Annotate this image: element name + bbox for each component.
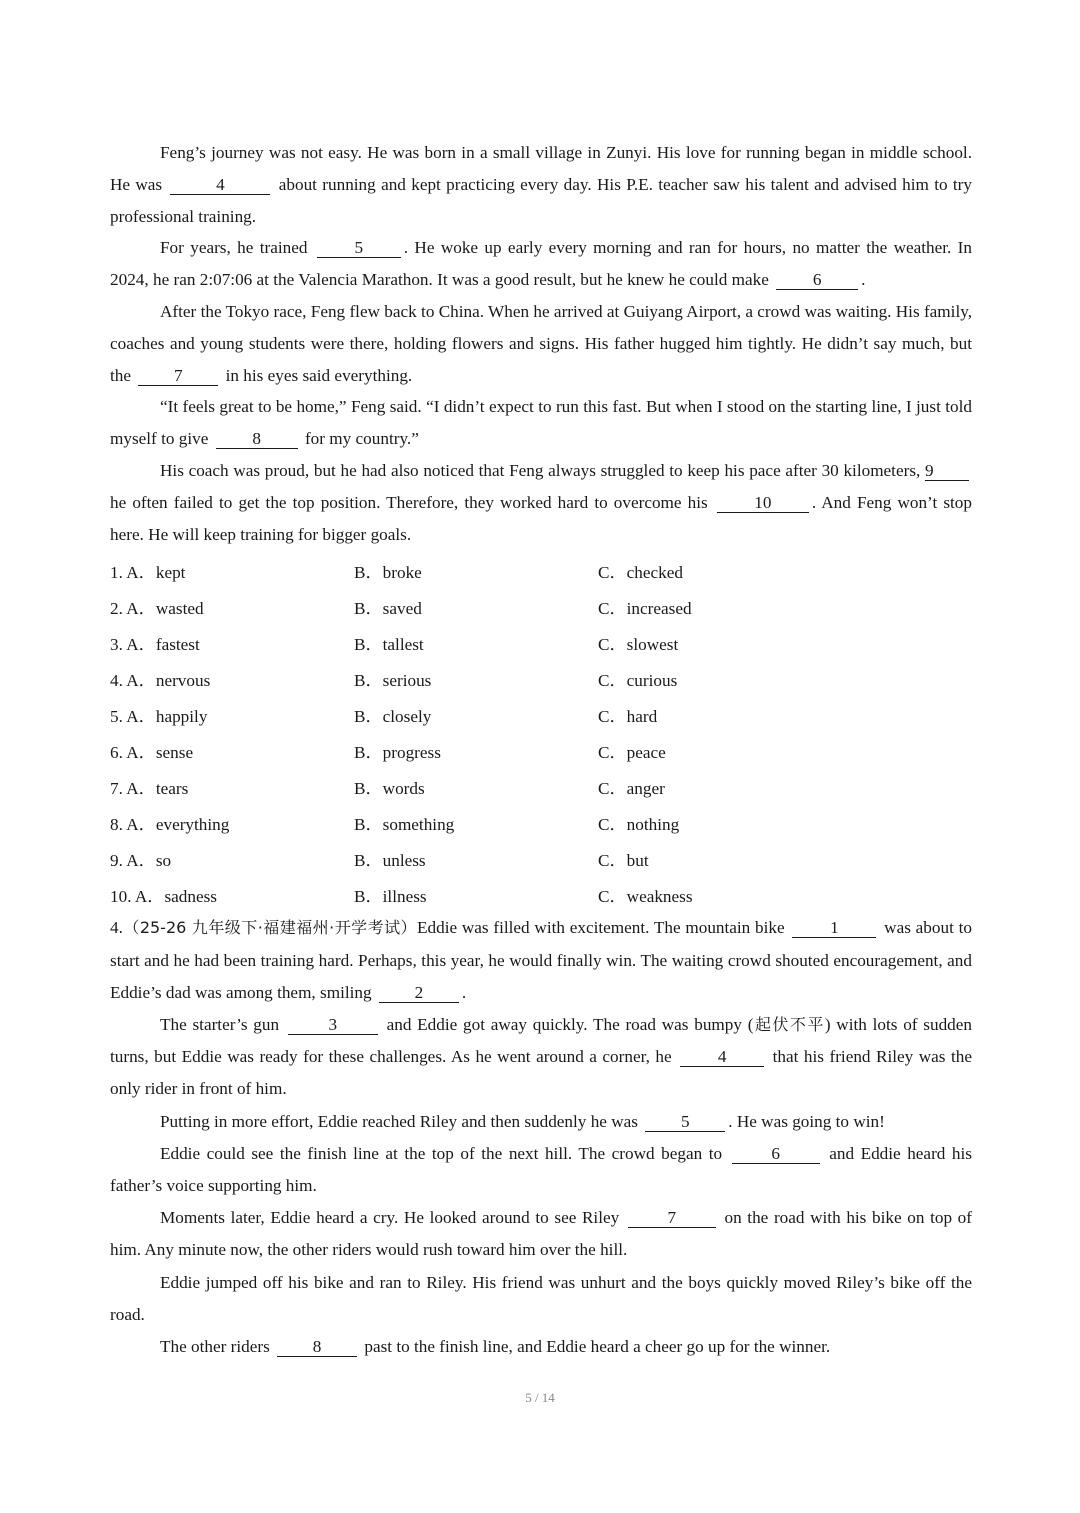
text: in his eyes said everything.	[221, 365, 413, 385]
option-b	[354, 810, 598, 835]
text: After the Tokyo race, Feng flew back to China. When he arrived at Guiyang Airport, a crowd was waiting. His family, coaches and young students were there, holding flowers and signs. His father hugged him tightly. He didn’t say much, but the	[110, 301, 972, 385]
option-letter: B．	[354, 886, 383, 906]
option-text: slowest	[626, 634, 679, 654]
answer-blank: 9	[925, 461, 969, 481]
option-text: nothing	[626, 814, 680, 834]
option-text: so	[155, 850, 172, 870]
passage2-paragraph-5	[110, 1202, 972, 1266]
text: about running and kept practicing every day. His P.E. teacher saw his talent and advised him to try professional training.	[110, 174, 972, 226]
option-number: 8.	[110, 814, 123, 834]
option-a	[110, 666, 354, 691]
option-number: 7.	[110, 778, 123, 798]
passage2-header	[110, 912, 972, 1009]
option-letter: C．	[598, 742, 627, 762]
option-letter: B．	[354, 634, 383, 654]
option-b	[354, 666, 598, 691]
text: Eddie jumped off his bike and ran to Riley. His friend was unhurt and the boys quickly moved Riley’s bike off the road.	[110, 1272, 972, 1324]
option-letter: B．	[354, 706, 383, 726]
option-b	[354, 558, 598, 583]
option-letter: C．	[598, 634, 627, 654]
option-letter: C．	[598, 850, 627, 870]
option-a	[110, 882, 354, 907]
option-c	[598, 774, 665, 799]
option-letter: A．	[126, 670, 156, 690]
option-letter: B．	[354, 598, 383, 618]
option-letter: B．	[354, 778, 383, 798]
option-c	[598, 558, 683, 583]
answer-blank: 4	[680, 1047, 764, 1067]
text: and Eddie got away quickly. The road was bumpy (	[380, 1014, 754, 1034]
text: was about to start and he had been training hard. Perhaps, this year, he would finally win. The waiting crowd shouted encouragement, and Eddie’s dad was among them, smiling	[110, 918, 972, 1002]
option-text: everything	[155, 814, 230, 834]
option-letter: A．	[126, 598, 156, 618]
option-letter: C．	[598, 562, 627, 582]
option-a	[110, 594, 354, 619]
text: that his friend Riley was the only rider in front of him.	[110, 1047, 972, 1099]
option-letter: A．	[126, 706, 156, 726]
option-row	[110, 588, 972, 624]
option-text: fastest	[155, 634, 200, 654]
option-number: 1.	[110, 562, 123, 582]
answer-blank: 4	[170, 175, 270, 195]
option-text: kept	[155, 562, 186, 582]
answer-blank: 6	[776, 270, 858, 290]
text: . He woke up early every morning and ran for hours, no matter the weather. In 2024, he ran 2:07:06 at the Valencia Marathon. It was a good result, but he knew he could make	[110, 238, 972, 290]
text: For years, he trained	[160, 238, 314, 258]
option-c	[598, 882, 693, 907]
option-a	[110, 810, 354, 835]
option-a	[110, 738, 354, 763]
option-letter: A．	[126, 778, 156, 798]
option-letter: A．	[126, 814, 156, 834]
passage1-paragraph-5	[110, 455, 972, 550]
option-text: sense	[155, 742, 194, 762]
option-letter: B．	[354, 814, 383, 834]
option-text: wasted	[155, 598, 204, 618]
answer-blank: 6	[732, 1144, 820, 1164]
option-b	[354, 846, 598, 871]
option-a	[110, 702, 354, 727]
option-letter: B．	[354, 670, 383, 690]
option-text: hard	[626, 706, 658, 726]
passage2-paragraph-2	[110, 1009, 972, 1106]
option-b	[354, 702, 598, 727]
option-c	[598, 846, 649, 871]
option-letter: A．	[126, 742, 156, 762]
text: “It feels great to be home,” Feng said. “I didn’t expect to run this fast. But when I stood on the starting line, I just told myself to give	[110, 397, 972, 449]
option-letter: B．	[354, 562, 383, 582]
option-text: unless	[382, 850, 426, 870]
option-a	[110, 774, 354, 799]
option-letter: A．	[126, 634, 156, 654]
option-text: checked	[626, 562, 683, 582]
text: for my country.”	[300, 429, 419, 449]
text: past to the finish line, and Eddie heard a cheer go up for the winner.	[360, 1337, 831, 1356]
answer-blank: 10	[717, 493, 809, 513]
option-row	[110, 660, 972, 696]
option-row	[110, 876, 972, 912]
passage2-paragraph-4	[110, 1138, 972, 1202]
option-number: 5.	[110, 706, 123, 726]
answer-blank: 7	[138, 366, 218, 386]
option-letter: A．	[126, 562, 156, 582]
option-b	[354, 738, 598, 763]
answer-blank: 8	[277, 1337, 357, 1357]
option-letter: C．	[598, 814, 627, 834]
option-text: sadness	[164, 886, 217, 906]
option-letter: A．	[126, 850, 156, 870]
option-letter: B．	[354, 742, 383, 762]
option-number: 4.	[110, 670, 123, 690]
option-number: 2.	[110, 598, 123, 618]
text: on the road with his bike on top of him. Any minute now, the other riders would rush toward him over the hill.	[110, 1208, 972, 1260]
option-b	[354, 630, 598, 655]
passage1-paragraph-1	[110, 137, 972, 232]
chinese-gloss: 起伏不平	[753, 1014, 825, 1034]
passage1-paragraph-4	[110, 391, 972, 455]
option-letter: C．	[598, 598, 627, 618]
option-text: anger	[626, 778, 665, 798]
passage1-paragraph-2	[110, 232, 972, 296]
option-b	[354, 774, 598, 799]
option-row	[110, 804, 972, 840]
option-row	[110, 696, 972, 732]
text: .	[861, 270, 866, 290]
option-a	[110, 558, 354, 583]
option-row	[110, 732, 972, 768]
option-letter: C．	[598, 706, 627, 726]
options-list	[110, 552, 972, 912]
text: The other riders	[160, 1337, 275, 1356]
option-text: nervous	[155, 670, 211, 690]
option-text: weakness	[626, 886, 693, 906]
text: . He was going to win!	[728, 1111, 885, 1131]
option-text: tallest	[382, 634, 424, 654]
option-c	[598, 738, 666, 763]
option-row	[110, 624, 972, 660]
option-letter: C．	[598, 670, 627, 690]
option-number: 3.	[110, 634, 123, 654]
option-b	[354, 882, 598, 907]
option-c	[598, 666, 677, 691]
answer-blank: 5	[317, 238, 401, 258]
option-text: closely	[382, 706, 432, 726]
answer-blank: 2	[379, 983, 459, 1003]
passage2-paragraph-7	[110, 1331, 972, 1363]
option-text: broke	[382, 562, 422, 582]
option-c	[598, 594, 692, 619]
text: His coach was proud, but he had also noticed that Feng always struggled to keep his pace after 30 kilometers,	[160, 460, 925, 480]
option-text: but	[626, 850, 649, 870]
option-text: saved	[382, 598, 422, 618]
option-number: 9.	[110, 850, 123, 870]
document-page	[110, 137, 972, 1363]
option-a	[110, 630, 354, 655]
option-row	[110, 768, 972, 804]
option-c	[598, 810, 679, 835]
option-text: curious	[626, 670, 678, 690]
passage1-paragraph-3	[110, 296, 972, 391]
option-number: 10.	[110, 886, 132, 906]
text: he often failed to get the top position. Therefore, they worked hard to overcome his	[110, 492, 714, 512]
text: and Eddie heard his father’s voice supporting him.	[110, 1143, 972, 1195]
option-b	[354, 594, 598, 619]
option-letter: C．	[598, 778, 627, 798]
answer-blank: 5	[645, 1112, 725, 1132]
text: . And Feng won’t stop here. He will keep training for bigger goals.	[110, 492, 972, 544]
option-a	[110, 846, 354, 871]
answer-blank: 7	[628, 1208, 716, 1228]
option-row	[110, 840, 972, 876]
question-number: 4.	[110, 918, 123, 938]
option-c	[598, 702, 657, 727]
question-source: （25-26 九年级下·福建福州·开学考试）	[122, 918, 418, 938]
answer-blank: 3	[288, 1015, 378, 1035]
option-letter: C．	[598, 886, 627, 906]
answer-blank: 8	[216, 429, 298, 449]
option-text: peace	[626, 742, 666, 762]
option-row	[110, 552, 972, 588]
text: Moments later, Eddie heard a cry. He looked around to see Riley	[160, 1208, 625, 1228]
option-text: happily	[155, 706, 208, 726]
option-text: something	[382, 814, 455, 834]
option-letter: B．	[354, 850, 383, 870]
text: Feng’s journey was not easy. He was born in a small village in Zunyi. His love for running began in middle school. He was	[110, 143, 972, 194]
text: ) with lots of sudden turns, but Eddie was ready for these challenges. As he went around a corner, he	[110, 1014, 972, 1067]
passage2	[110, 912, 972, 1363]
option-text: serious	[382, 670, 432, 690]
answer-blank: 1	[792, 918, 876, 938]
text: .	[461, 982, 467, 1002]
text: The starter’s gun	[160, 1014, 285, 1034]
option-text: illness	[382, 886, 427, 906]
option-text: words	[382, 778, 425, 798]
option-number: 6.	[110, 742, 123, 762]
text: Putting in more effort, Eddie reached Riley and then suddenly he was	[160, 1111, 643, 1131]
option-text: increased	[626, 598, 692, 618]
passage2-paragraph-3	[110, 1106, 972, 1138]
passage2-paragraph-6	[110, 1267, 972, 1331]
text: Eddie could see the finish line at the top of the next hill. The crowd began to	[160, 1143, 729, 1163]
text: Eddie was filled with excitement. The mountain bike	[417, 918, 790, 938]
option-text: tears	[155, 778, 189, 798]
option-letter: A．	[134, 886, 165, 906]
option-text: progress	[382, 742, 441, 762]
page-number: 5 / 14	[525, 1390, 555, 1405]
option-c	[598, 630, 678, 655]
